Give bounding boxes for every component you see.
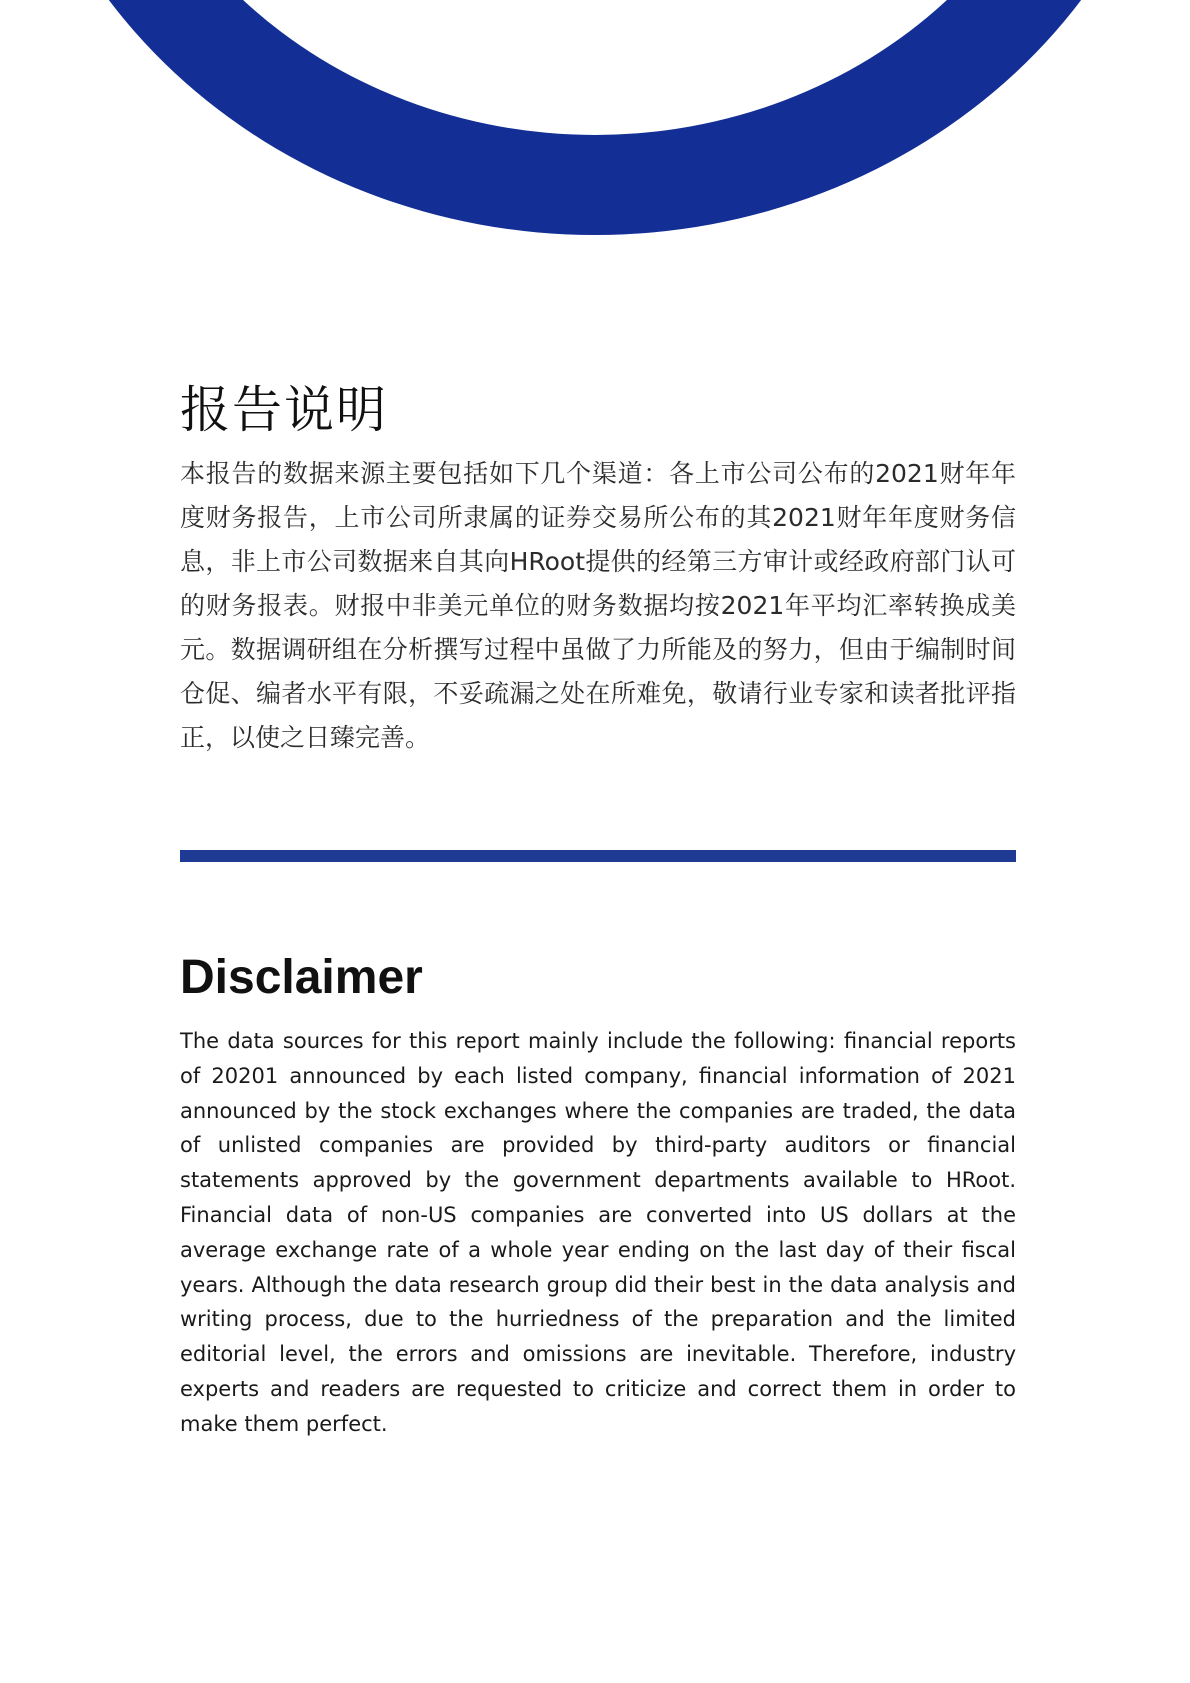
report-notes-body: 本报告的数据来源主要包括如下几个渠道：各上市公司公布的2021财年年度财务报告，上市公司所隶属的证券交易所公布的其2021财年年度财务信息，非上市公司数据来自其向HRoot提供的经第三方审计或经政府部门认可的财务报表。财报中非美元单位的财务数据均按2021年平均汇率转换成美元。数据调研组在分析撰写过程中虽做了力所能及的努力，但由于编制时间仓促、编者水平有限，不妥疏漏之处在所难免，敬请行业专家和读者批评指正，以使之日臻完善。	[180, 459, 1016, 752]
ring-arc-shape	[0, 0, 1190, 235]
disclaimer-body: The data sources for this report mainly include the following: financial reports of 20201 announced by each listed company, financial information of 2021 announced by the stock exchanges where the companies are traded, the data of unlisted companies are provided by third-party auditors or financial statements approved by the government departments available to HRoot. Financial data of non-US companies are converted into US dollars at the average exchange rate of a whole year ending on the last day of their fiscal years. Although the data research group did their best in the data analysis and writing process, due to the hurriedness of the preparation and the limited editorial level, the errors and omissions are inevitable. Therefore, industry experts and readers are requested to criticize and correct them in order to make them perfect.	[180, 1029, 1016, 1436]
report-notes-title: 报告说明	[180, 381, 388, 439]
decorative-ring-arc	[0, 0, 1190, 240]
disclaimer-title: Disclaimer	[180, 951, 423, 1004]
section-divider	[180, 850, 1016, 862]
